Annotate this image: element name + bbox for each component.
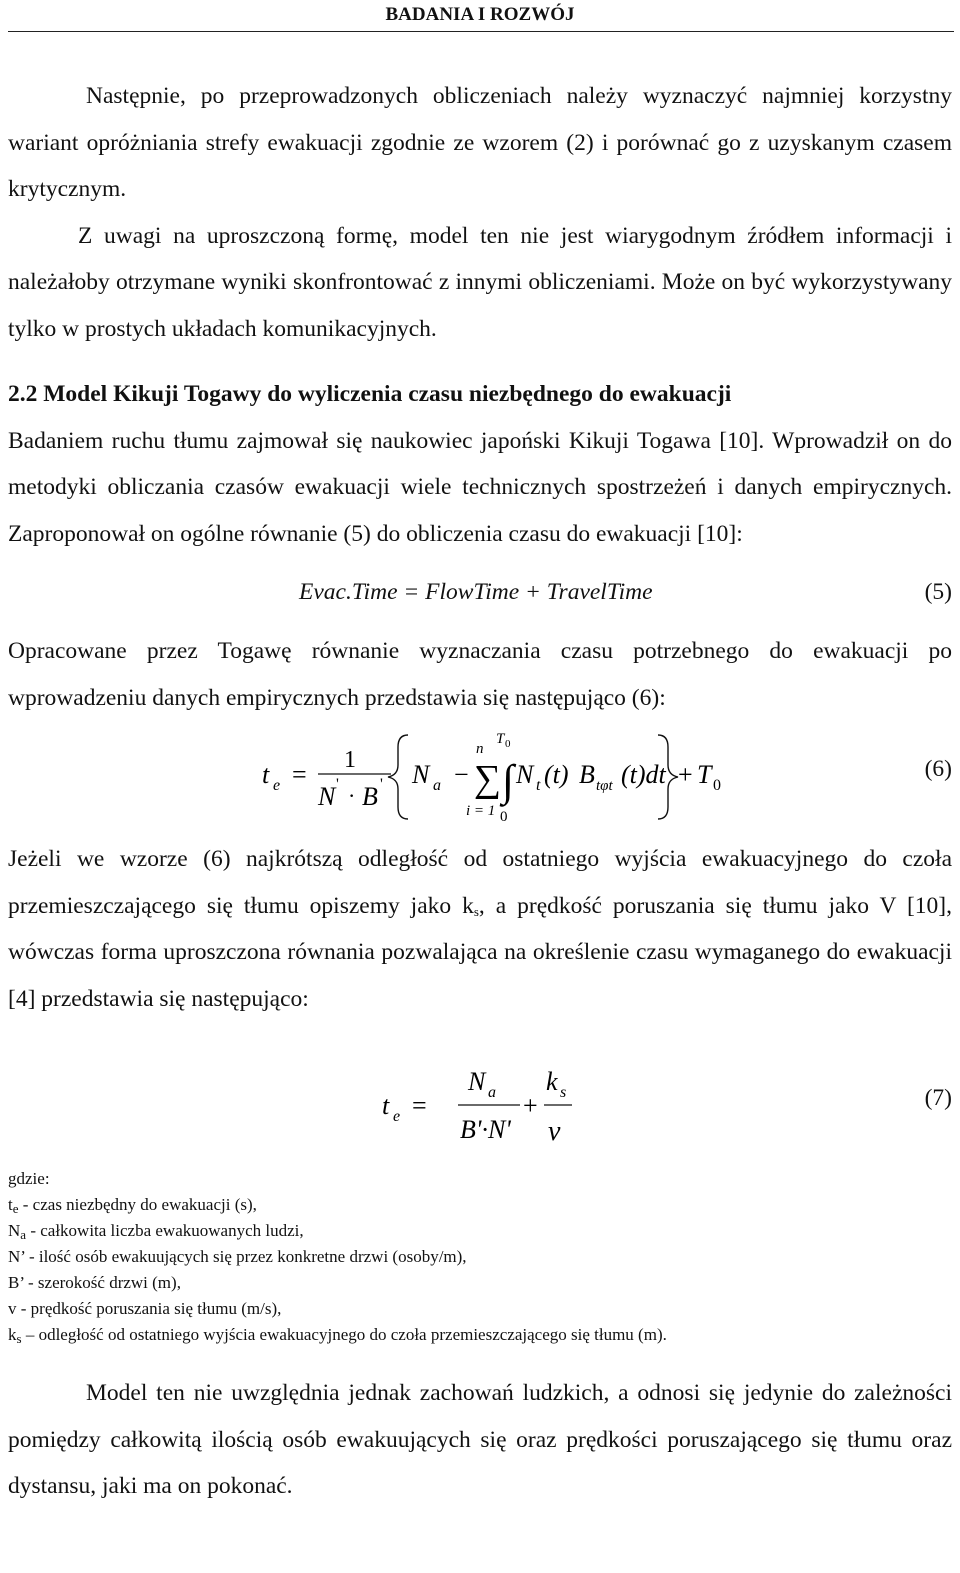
definition-item: $N_a$ - całkowita liczba ewakuowanych ludzi, [8,1221,304,1242]
eq6-Nt-sub: t [536,777,541,794]
eq6-e: e [273,777,281,794]
definition-item: B’ - szerokość drzwi (m), [8,1273,181,1292]
page-content [8,73,952,1510]
eq6-dt: (t)dt [621,760,666,789]
eq6-one: 1 [344,747,356,773]
eq6-sum-upper: n [476,741,484,757]
eq6-paren-t: (t) [544,760,569,789]
equation-5: Evac.Time = FlowTime + TravelTime [299,579,653,605]
eq6-eq: = [292,760,307,789]
eq7-s: s [560,1084,567,1101]
paragraph-5-sub: s [473,903,479,919]
eq7-a: a [488,1084,496,1101]
eq6-t: t [262,760,270,789]
eq6-prime-2: ' [380,776,383,793]
eq6-prime-1: ' [336,776,339,793]
eq6-integral: ∫ [502,756,515,805]
paragraph-5 [8,836,952,1022]
equation-7 [368,1048,668,1166]
eq6-T: T [697,760,712,789]
equation-5-number: (5) [924,579,952,605]
paragraph-5-part-2: , a prędkość poruszania się tłumu jako V [10], wówczas forma uproszczona równania pozwalająca na określenie czasu wymaganego do ewakuacji [4] przedstawia się następująco: [8,892,952,1012]
eq6-B: B [579,760,595,789]
eq6-dot: · [348,783,356,808]
eq6-minus: − [454,760,469,789]
eq6-sum-lower: i = 1 [466,803,496,819]
equation-6-row [8,721,952,829]
definition-item: v - prędkość poruszania się tłumu (m/s), [8,1299,282,1318]
eq6-int-upper: T [496,731,505,747]
equation-6-number: (6) [924,756,952,782]
eq7-plus: + [523,1091,538,1120]
paragraph-5-part-1: Jeżeli we wzorze (6) najkrótszą odległość od ostatniego wyjścia ewakuacyjnego do czoła przemieszczającego się tłumu opiszemy jako k [8,846,952,919]
eq6-T-sub: 0 [713,777,721,794]
eq7-t: t [382,1091,390,1120]
eq6-left-brace [388,735,408,819]
eq7-e: e [393,1108,401,1125]
eq6-int-upper-sub: 0 [505,738,511,750]
eq6-sum: ∑ [474,758,502,800]
equation-7-row [8,1048,952,1166]
paragraph-3: Badaniem ruchu tłumu zajmował się naukowiec japoński Kikuji Togawa [10]. Wprowadził on do metodyki obliczania czasów ewakuacji wiele technicznych spostrzeżeń i danych empirycznych. Zaproponował on ogólne równanie (5) do obliczenia czasu do ewakuacji [10]: [8,427,952,547]
eq6-a: a [433,777,441,794]
eq6-N-prime: N [318,782,336,811]
eq6-plus: + [678,760,693,789]
eq6-int-lower: 0 [500,809,508,825]
eq7-den: B'·N' [460,1115,511,1144]
definition-item: $k_s$ – odległość od ostatniego wyjścia ewakuacyjnego do czoła przemieszczającego się tłumu (m). [8,1325,667,1346]
running-header [0,0,960,29]
definitions-list [8,1166,952,1348]
eq7-eq: = [412,1091,427,1120]
eq6-B-sub: tφt [596,778,613,794]
definition-item: $t_e$ - czas niezbędny do ewakuacji (s), [8,1195,257,1216]
eq7-v: ν [548,1116,561,1147]
eq7-k: k [546,1067,558,1096]
paragraph-2: Z uwagi na uproszczoną formę, model ten nie jest wiarygodnym źródłem informacji i należałoby otrzymane wyniki skonfrontować z innymi obliczeniami. Może on być wykorzystywany tylko w prostych układach komunikacyjnych. [8,222,952,342]
definitions-intro: gdzie: [8,1169,50,1188]
paragraph-4: Opracowane przez Togawę równanie wyznaczania czasu potrzebnego do ewakuacji po wprowadzeniu danych empirycznych przedstawia się następująco (6): [8,638,952,711]
paragraph-1: Następnie, po przeprowadzonych obliczeniach należy wyznaczyć najmniej korzystny wariant opróżniania strefy ewakuacji zgodnie ze wzorem (2) i porównać go z uzyskanym czasem krytycznym. [8,83,952,202]
eq6-B-prime: B [362,782,378,811]
equation-7-number: (7) [924,1085,952,1111]
header-rule [8,31,954,32]
header-title: BADANIA I ROZWÓJ [385,4,575,25]
section-heading: 2.2 Model Kikuji Togawy do wyliczenia czasu niezbędnego do ewakuacji [8,381,732,407]
paragraph-6: Model ten nie uwzględnia jednak zachowań ludzkich, a odnosi się jedynie do zależności pomiędzy całkowitą ilością osób ewakuujących się oraz prędkości poruszającego się tłumu oraz dystansu, jaki ma on pokonać. [8,1380,952,1499]
eq6-Nt: N [516,760,534,789]
equation-5-row [8,571,952,626]
eq7-Na: N [468,1067,486,1096]
eq6-N: N [412,760,430,789]
definition-item: N’ - ilość osób ewakuujących się przez konkretne drzwi (osoby/m), [8,1247,467,1266]
equation-6 [248,721,948,829]
